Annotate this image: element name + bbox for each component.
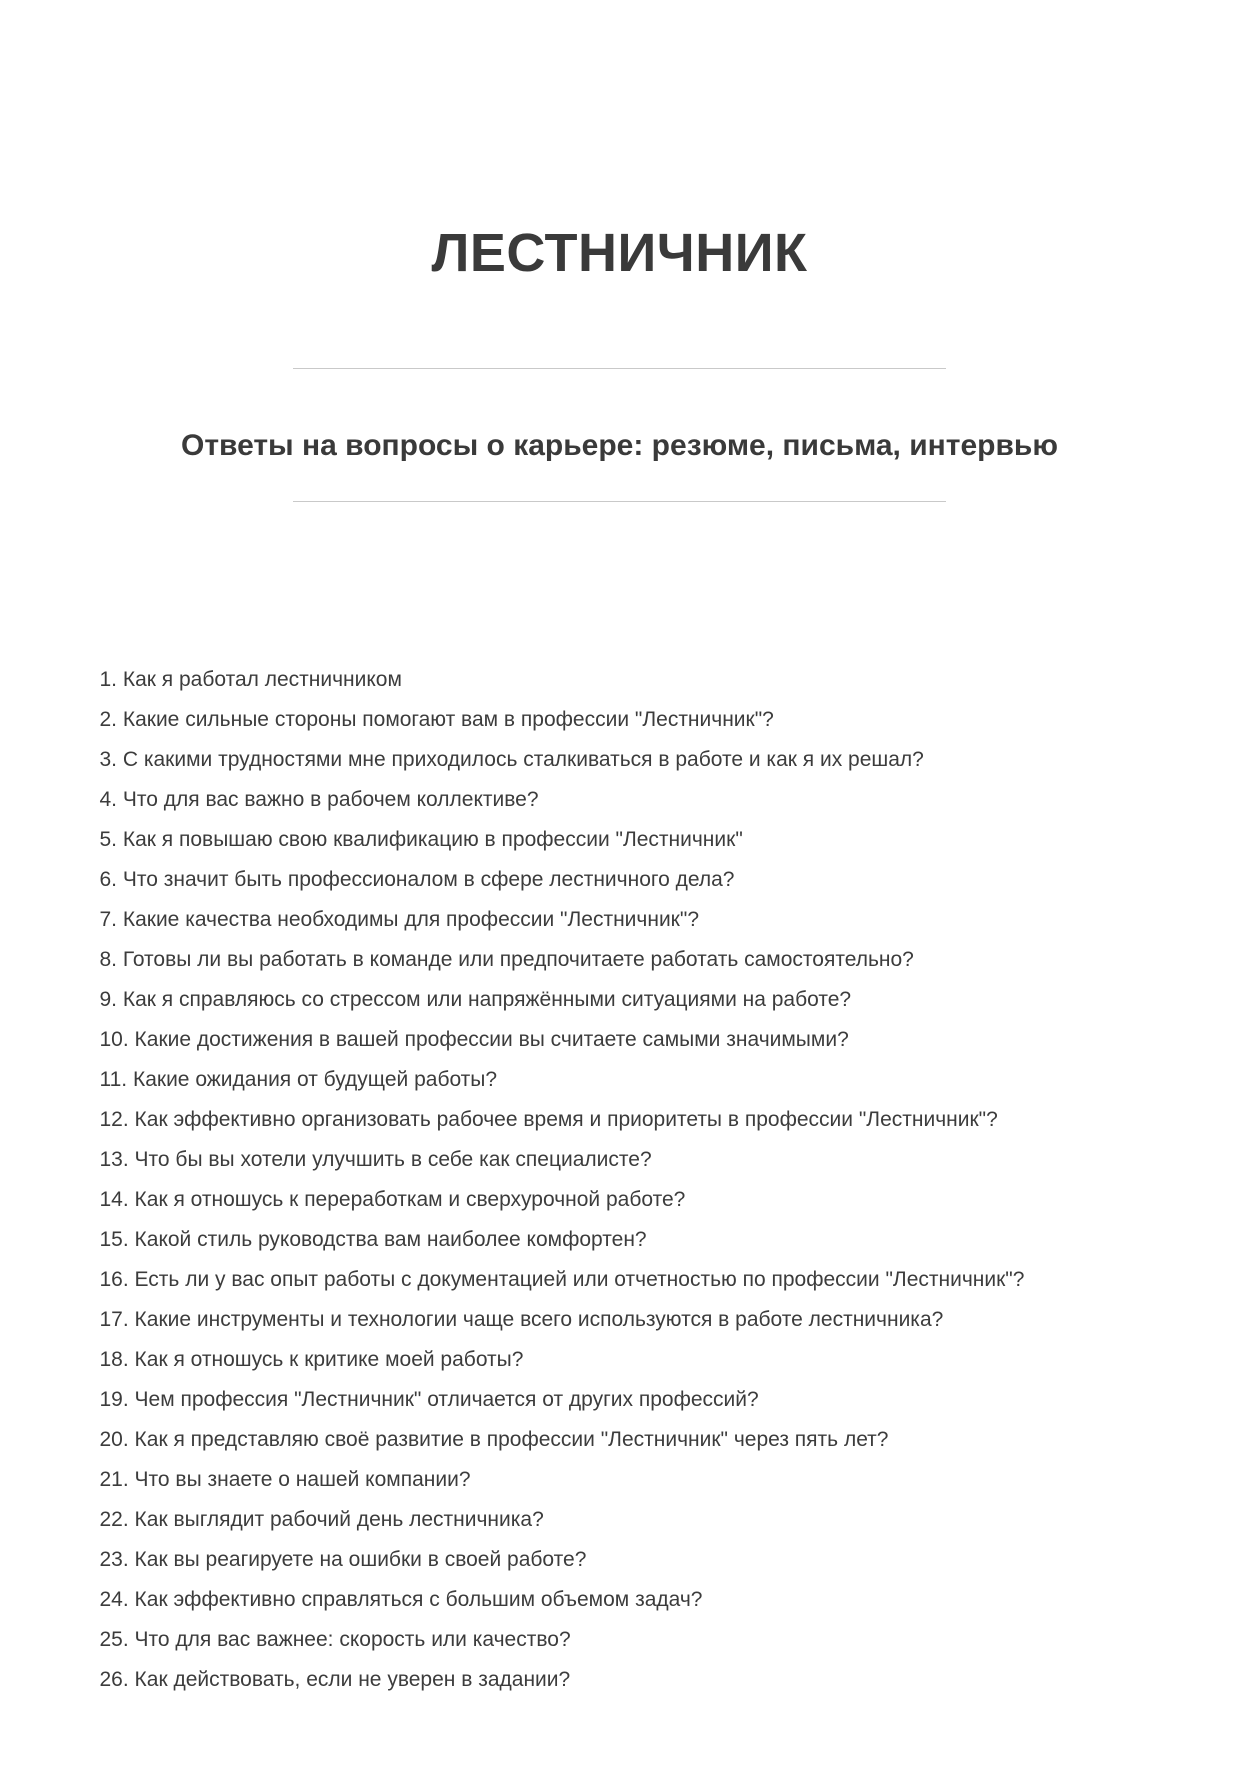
question-item: 7. Какие качества необходимы для профессии "Лестничник"? <box>99 908 699 932</box>
question-item: 10. Какие достижения в вашей профессии вы считаете самыми значимыми? <box>99 1028 849 1052</box>
question-item: 21. Что вы знаете о нашей компании? <box>99 1468 471 1492</box>
question-item: 16. Есть ли у вас опыт работы с документацией или отчетностью по профессии "Лестничник"? <box>99 1268 1025 1292</box>
page-title: ЛЕСТНИЧНИК <box>431 223 808 284</box>
question-item: 1. Как я работал лестничником <box>99 668 402 692</box>
divider-top <box>293 368 946 369</box>
question-item: 26. Как действовать, если не уверен в задании? <box>99 1668 571 1692</box>
document-page <box>100 36 1140 1700</box>
question-item: 12. Как эффективно организовать рабочее время и приоритеты в профессии "Лестничник"? <box>99 1108 998 1132</box>
question-item: 23. Как вы реагируете на ошибки в своей работе? <box>99 1548 587 1572</box>
question-item: 15. Какой стиль руководства вам наиболее комфортен? <box>99 1228 647 1252</box>
question-item: 22. Как выглядит рабочий день лестничника? <box>99 1508 544 1532</box>
question-item: 18. Как я отношусь к критике моей работы? <box>99 1348 524 1372</box>
page-subtitle: Ответы на вопросы о карьере: резюме, письма, интервью <box>181 429 1058 463</box>
question-item: 14. Как я отношусь к переработкам и сверхурочной работе? <box>99 1188 686 1212</box>
question-item: 24. Как эффективно справляться с большим объемом задач? <box>99 1588 703 1612</box>
question-item: 4. Что для вас важно в рабочем коллективе? <box>99 788 539 812</box>
divider-bottom <box>293 501 946 502</box>
question-item: 9. Как я справляюсь со стрессом или напряжёнными ситуациями на работе? <box>99 988 852 1012</box>
question-item: 11. Какие ожидания от будущей работы? <box>99 1068 498 1092</box>
question-item: 2. Какие сильные стороны помогают вам в профессии "Лестничник"? <box>99 708 774 732</box>
questions-list <box>100 660 1140 1700</box>
question-item: 25. Что для вас важнее: скорость или качество? <box>99 1628 571 1652</box>
question-item: 17. Какие инструменты и технологии чаще всего используются в работе лестничника? <box>99 1308 944 1332</box>
question-item: 19. Чем профессия "Лестничник" отличается от других профессий? <box>99 1388 759 1412</box>
question-item: 8. Готовы ли вы работать в команде или предпочитаете работать самостоятельно? <box>99 948 914 972</box>
question-item: 5. Как я повышаю свою квалификацию в профессии "Лестничник" <box>99 828 743 852</box>
question-item: 6. Что значит быть профессионалом в сфере лестничного дела? <box>99 868 735 892</box>
question-item: 20. Как я представляю своё развитие в профессии "Лестничник" через пять лет? <box>99 1428 889 1452</box>
question-item: 3. С какими трудностями мне приходилось сталкиваться в работе и как я их решал? <box>99 748 924 772</box>
question-item: 13. Что бы вы хотели улучшить в себе как специалисте? <box>99 1148 652 1172</box>
